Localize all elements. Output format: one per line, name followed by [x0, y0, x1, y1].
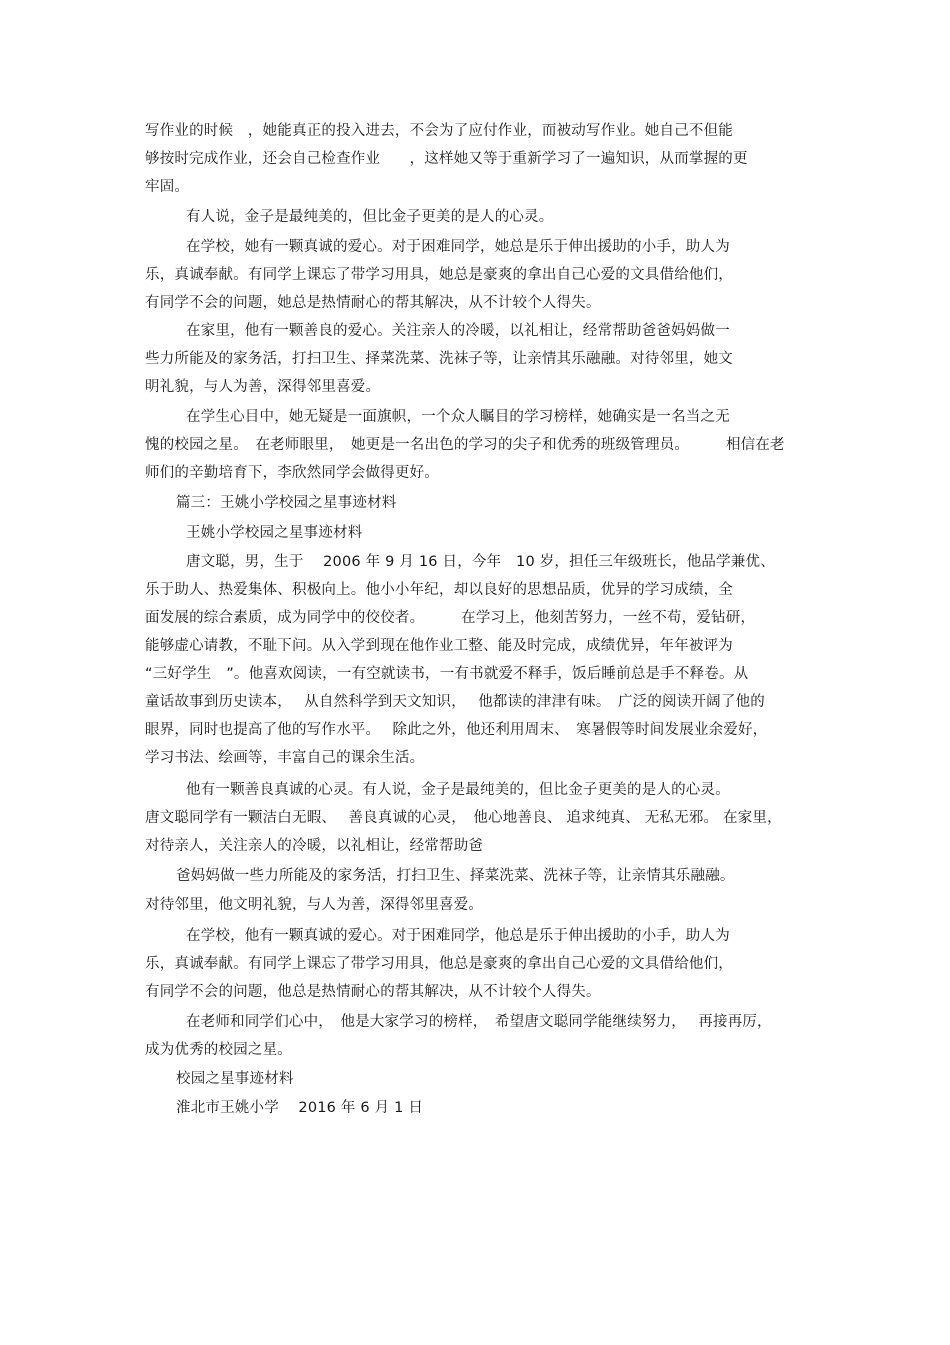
text-line: 眼界，同时也提高了他的写作水平。 除此之外，他还利用周末、 寒暑假等时间发展业余爱好，: [145, 722, 768, 738]
text-line: 乐，真诚奉献。有同学上课忘了带学习用具，他总是豪爽的拿出自己心爱的文具借给他们，: [145, 956, 733, 972]
text-line: 在老师和同学们心中， 他是大家学习的榜样， 希望唐文聪同学能继续努力， 再接再厉，: [186, 1014, 772, 1030]
text-line: 明礼貌，与人为善，深得邻里喜爱。: [145, 379, 381, 395]
text-line: 对待邻里，他文明礼貌，与人为善，深得邻里喜爱。: [145, 897, 484, 913]
text-line: 些力所能及的家务活，打扫卫生、择菜洗菜、洗袜子等，让亲情其乐融融。对待邻里，她文: [145, 351, 733, 367]
text-line: 牢固。: [145, 179, 190, 195]
text-line: 童话故事到历史读本， 从自然科学到天文知识， 他都读的津津有味。 广泛的阅读开阔了他的: [145, 694, 765, 710]
text-line: 在学校，她有一颗真诚的爱心。对于困难同学，她总是乐于伸出援助的小手，助人为: [186, 239, 730, 255]
text-line: 成为优秀的校园之星。: [145, 1042, 292, 1058]
text-line: “三好学生 ”。他喜欢阅读，一有空就读书，一有书就爱不释手，饭后睡前总是手不释卷。从: [145, 666, 749, 682]
text-line: 有人说，金子是最纯美的，但比金子更美的是人的心灵。: [186, 209, 554, 225]
text-line: 面发展的综合素质，成为同学中的佼佼者。 在学习上，他刻苦努力，一丝不苟，爱钻研，: [145, 610, 756, 626]
text-line: 爸妈妈做一些力所能及的家务活，打扫卫生、择菜洗菜、洗袜子等，让亲情其乐融融。: [176, 868, 735, 884]
text-line: 对待亲人，关注亲人的冷暖，以礼相让，经常帮助爸: [145, 838, 484, 854]
text-line: 愧的校园之星。 在老师眼里， 她更是一名出色的学习的尖子和优秀的班级管理员。 相信在老: [145, 437, 785, 453]
text-line: 他有一颗善良真诚的心灵。有人说，金子是最纯美的，但比金子更美的是人的心灵。: [186, 782, 730, 798]
document-title: 王姚小学校园之星事迹材料: [186, 525, 363, 541]
signature-date: 淮北市王姚小学 2016 年 6 月 1 日: [176, 1100, 424, 1116]
text-line: 能够虚心请教，不耻下问。从入学到现在他作业工整、能及时完成，成绩优异，年年被评为: [145, 638, 733, 654]
text-line: 在学生心目中，她无疑是一面旗帜，一个众人瞩目的学习榜样，她确实是一名当之无: [186, 409, 730, 425]
text-line: 在家里，他有一颗善良的爱心。关注亲人的冷暖，以礼相让，经常帮助爸爸妈妈做一: [186, 323, 730, 339]
text-line: 够按时完成作业，还会自己检查作业 ，这样她又等于重新学习了一遍知识，从而掌握的更: [145, 151, 748, 167]
closing-title: 校园之星事迹材料: [176, 1071, 294, 1087]
text-line: 乐于助人、热爱集体、积极向上。他小小年纪，却以良好的思想品质，优异的学习成绩，全: [145, 582, 733, 598]
text-line: 学习书法、绘画等，丰富自己的课余生活。: [145, 750, 425, 766]
section-heading: 篇三：王姚小学校园之星事迹材料: [176, 495, 397, 511]
text-line: 写作业的时候 ，她能真正的投入进去，不会为了应付作业，而被动写作业。她自己不但能: [145, 123, 733, 139]
text-line: 唐文聪同学有一颗洁白无暇、 善良真诚的心灵， 他心地善良、 追求纯真、 无私无邪。 在家里，: [145, 810, 782, 826]
text-line: 乐，真诚奉献。有同学上课忘了带学习用具，她总是豪爽的拿出自己心爱的文具借给他们，: [145, 267, 733, 283]
text-line: 有同学不会的问题，他总是热情耐心的帮其解决，从不计较个人得失。: [145, 984, 601, 1000]
text-line: 在学校，他有一颗真诚的爱心。对于困难同学，他总是乐于伸出援助的小手，助人为: [186, 928, 730, 944]
text-line: 唐文聪，男，生于 2006 年 9 月 16 日，今年 10 岁，担任三年级班长，他品学兼优、: [186, 554, 775, 570]
text-line: 师们的辛勤培育下，李欣然同学会做得更好。: [145, 465, 439, 481]
text-line: 有同学不会的问题，她总是热情耐心的帮其解决，从不计较个人得失。: [145, 295, 601, 311]
